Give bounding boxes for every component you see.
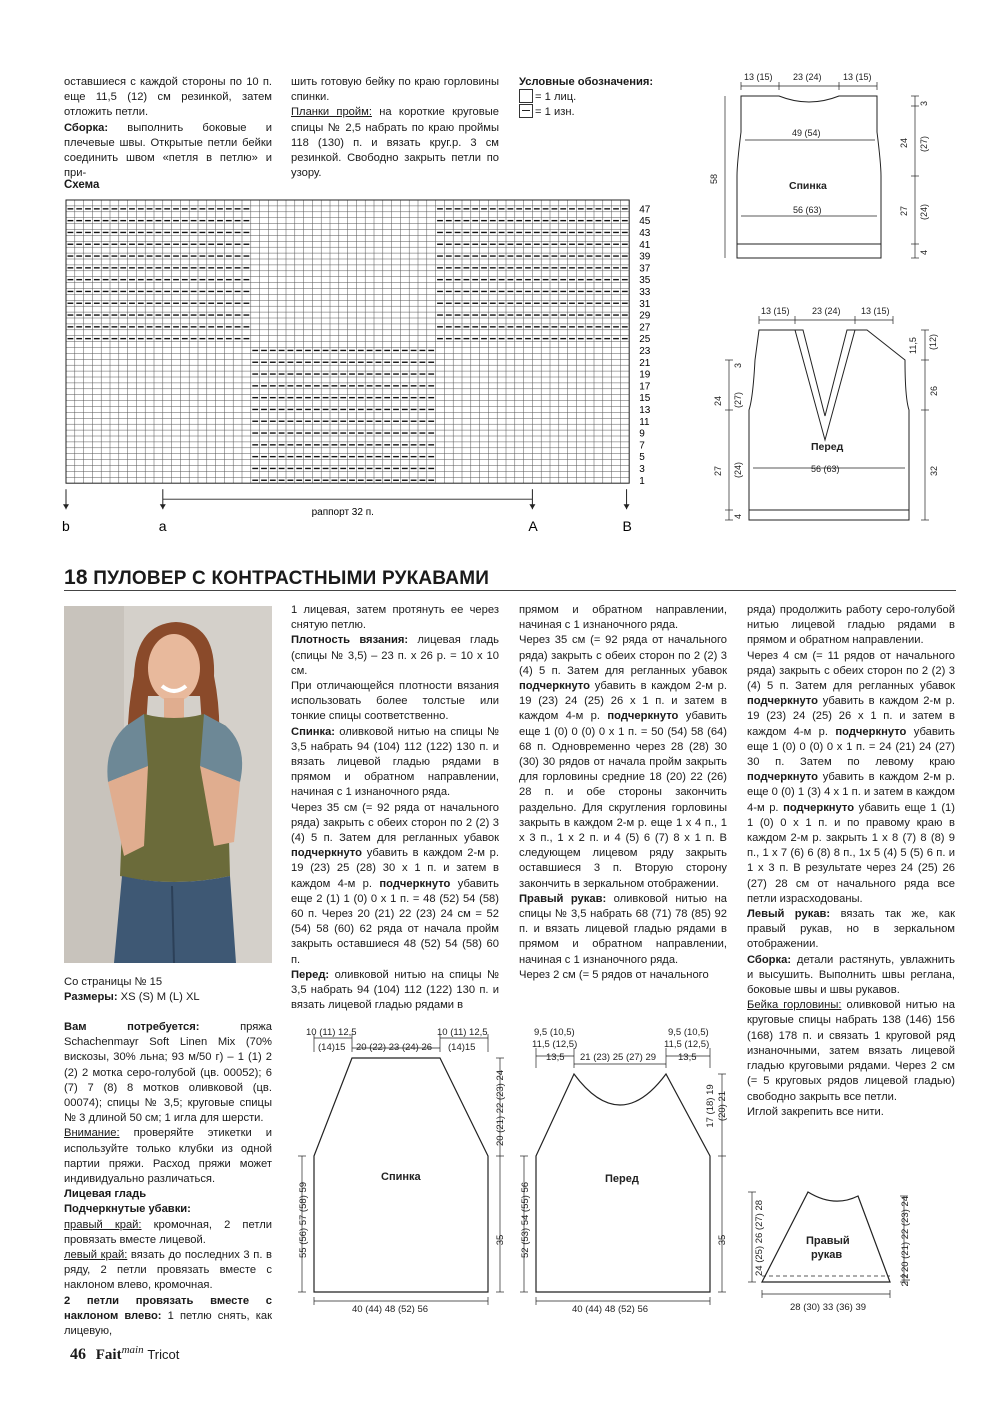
label: Внимание: bbox=[64, 1127, 120, 1140]
label: Планки пройм: bbox=[291, 106, 372, 119]
back-top-d3: 13 (15) bbox=[843, 72, 872, 82]
back-top-label: Спинка bbox=[789, 180, 827, 192]
front-top-d2: 23 (24) bbox=[812, 306, 841, 316]
section-title: ПУЛОВЕР С КОНТРАСТНЫМИ РУКАВАМИ bbox=[93, 568, 490, 589]
repeat-label: раппорт 32 п. bbox=[311, 507, 374, 519]
back-top-r4: 4 bbox=[919, 249, 929, 255]
back-top-r1: 3 bbox=[919, 100, 929, 106]
label: Вам потребуется: bbox=[64, 1021, 200, 1033]
label: Сборка: bbox=[64, 121, 109, 134]
sleeve-left: 24 (25) 26 (27) 28 bbox=[754, 1199, 765, 1277]
text: шить готовую бейку по краю горловины спинки. bbox=[291, 76, 499, 104]
arrow-label-A: A bbox=[528, 518, 538, 535]
back-bottom-t3: 20 (22) 23 (24) 26 bbox=[356, 1042, 433, 1053]
row-label: 29 bbox=[639, 310, 651, 322]
row-label: 9 bbox=[639, 428, 645, 440]
front-bottom-t1b: 11,5 (12,5) bbox=[532, 1039, 578, 1050]
front-bottom-t2: 21 (23) 25 (27) 29 bbox=[580, 1052, 657, 1063]
back-bottom-t2: (14)15 bbox=[318, 1042, 346, 1053]
label: Левый рукав: bbox=[747, 908, 831, 921]
caption-from: Со страницы № 15 bbox=[64, 976, 163, 988]
text: лицевая гладь (спицы № 3,5) – 23 п. х 26 р. = 10 х 10 см. bbox=[291, 634, 499, 677]
front-bottom-label: Перед bbox=[605, 1173, 639, 1185]
schema-title: Схема bbox=[64, 179, 100, 191]
text: оливковой нитью на спицы № 3,5 набрать 94 (104) 112 (122) 130 п. и вязать лицевой гладью рядами в bbox=[291, 968, 499, 1012]
text: вязать так же, как правый рукав, но в зеркальном отображении. bbox=[747, 908, 955, 951]
row-label: 11 bbox=[639, 416, 650, 428]
back-bottom-t5: 10 (11) 12,5 bbox=[437, 1027, 488, 1038]
photo-caption bbox=[64, 975, 274, 1005]
label: Сборка: bbox=[747, 953, 792, 966]
back-bottom-t1: 10 (11) 12,5 bbox=[306, 1027, 357, 1038]
text: кромочная, 2 петли провязать вместе лицевой. bbox=[64, 1218, 272, 1246]
row-label: 27 bbox=[639, 322, 651, 334]
arrow-head-icon bbox=[160, 504, 166, 509]
knitting-chart bbox=[60, 192, 660, 548]
sleeve-right: 20 (21) 22 (23) 24 bbox=[900, 1195, 911, 1273]
back-top-r2a: 24 bbox=[899, 137, 909, 148]
row-label: 25 bbox=[639, 334, 651, 346]
emph: подчеркнуто bbox=[379, 877, 451, 890]
text: прямом и обратном направлении, начиная с 1 изнаночного ряда. bbox=[519, 604, 727, 632]
row-label: 45 bbox=[639, 216, 651, 228]
emph: подчеркнуто bbox=[291, 847, 362, 860]
brand-main: main bbox=[121, 1344, 144, 1356]
label: Плотность вязания: bbox=[291, 634, 409, 647]
text: оставшиеся с каждой стороны по 10 п. еще 11,5 (12) см резинкой, затем отложить петли. bbox=[64, 76, 272, 119]
row-label: 39 bbox=[639, 251, 651, 263]
row-label: 35 bbox=[639, 275, 651, 287]
sleeve-right2: 2|2 bbox=[900, 1273, 911, 1287]
row-label: 15 bbox=[639, 393, 651, 405]
emph: подчеркнуто bbox=[607, 710, 679, 723]
row-label: 7 bbox=[639, 440, 645, 452]
text: проверяйте этикетки и используйте только клубки из одной партии пряжи. Расход пряжи может индивидуально различаться. bbox=[64, 1127, 272, 1186]
front-bottom-width: 40 (44) 48 (52) 56 bbox=[572, 1304, 649, 1315]
top-text-col1 bbox=[64, 75, 272, 181]
text: вязать до последних 3 п. в ряду, 2 петли провязать вместе с наклоном влево, кромочная. bbox=[64, 1249, 272, 1292]
brand-fait: Fait bbox=[95, 1347, 122, 1363]
back-top-w: 49 (54) bbox=[792, 128, 821, 138]
emph: подчеркнуто bbox=[747, 771, 818, 784]
row-label: 37 bbox=[639, 263, 651, 275]
arrow-label-a: a bbox=[158, 518, 167, 535]
section-number: 18 bbox=[64, 566, 88, 589]
back-top-r2b: (27) bbox=[919, 135, 929, 152]
front-top-r26: 26 bbox=[929, 385, 939, 396]
back-bottom-right1: 20 (21) 22 (23) 24 bbox=[495, 1069, 506, 1147]
legend bbox=[519, 75, 719, 121]
front-top-d3: 13 (15) bbox=[861, 306, 890, 316]
back-schematic-top bbox=[705, 66, 945, 276]
sleeve-width: 28 (30) 33 (36) 39 bbox=[790, 1302, 867, 1313]
front-top-l27a: 27 bbox=[713, 465, 723, 476]
text: оливковой нитью на спицы № 3,5 набрать 68 (71) 78 (85) 92 п. и вязать лицевой гладью рядами в прямом и обратном направлении, начиная с 1 изнаночного ряда. bbox=[519, 892, 727, 966]
page-footer bbox=[70, 1344, 179, 1364]
label: Спинка: bbox=[291, 725, 336, 738]
front-top-d1: 13 (15) bbox=[761, 306, 790, 316]
front-top-w: 56 (63) bbox=[811, 464, 840, 474]
front-bottom-t1c: 13,5 bbox=[546, 1052, 565, 1063]
text: на короткие круговые спицы № 2,5 набрать по краю проймы 118 (130) п. и вязать круг.р. 3 см резинкой. Свободно закрыть петли по узору. bbox=[291, 106, 499, 180]
legend-purl-text: = 1 изн. bbox=[535, 106, 575, 119]
emph: подчеркнуто bbox=[519, 680, 590, 693]
back-top-h: 58 bbox=[709, 173, 719, 184]
back-top-d2: 23 (24) bbox=[793, 72, 822, 82]
page-number: 46 bbox=[70, 1346, 86, 1363]
front-bottom-t3: 9,5 (10,5) bbox=[668, 1027, 709, 1038]
text: пряжа Schachenmayr Soft Linen Mix (70% вискозы, 30% льна; 93 м/50 г) – 1 (1) 2 (2) 2 мотка серо-голубой (цв. 00052); 6 (7) 7 (8) 8 мотков оливковой (цв. 00074); спицы № 3,5; круговые спицы № 3 длиной 50 см; 1 игла для шерсти. bbox=[64, 1021, 273, 1125]
row-label: 47 bbox=[639, 204, 651, 216]
back-bottom-width: 40 (44) 48 (52) 56 bbox=[352, 1304, 429, 1315]
text: оливковой нитью на круговые спицы набрать 138 (146) 156 (168) 178 п. и связать 1 круговой ряд изнаночными, затем вязать лицевой гладью круговыми рядами. Через 2 см (= 5 круговых рядов лицевой гладью) свободно закрыть все петли. bbox=[747, 999, 955, 1103]
text: убавить еще 1 (1) 1 (0) 0 х 1 п. и по правому краю в каждом 2-м р. закрыть 1 х 8 (7) 8 (8) 9 п., 1 х 7 (6) 6 (8) 8 п., 1х 5 (4) 5 (5) 6 п. и 1 х 3 п. В результате через 24 (25) 26 (27) 28 см от начального ряда все петли израсходованы. bbox=[747, 801, 956, 905]
caption-sizes bbox=[64, 990, 274, 1005]
back-top-w2: 56 (63) bbox=[793, 205, 822, 215]
text-col1 bbox=[64, 1020, 272, 1339]
arrow-head-icon bbox=[63, 504, 69, 509]
heading: Подчеркнутые убавки: bbox=[64, 1203, 191, 1216]
arrow-label-B: B bbox=[622, 518, 632, 535]
text: Через 4 см (= 11 рядов от начального ряда) закрыть с обеих сторон по 2 (2) 3 (4) 5 п. Затем для регланных убавок bbox=[747, 649, 955, 693]
front-top-l24b: (27) bbox=[733, 391, 743, 408]
legend-title: Условные обозначения: bbox=[519, 76, 654, 88]
label: Правый рукав: bbox=[519, 892, 607, 905]
front-bottom-left: 52 (53) 54 (55) 56 bbox=[520, 1181, 531, 1259]
front-top-l3: 3 bbox=[733, 362, 743, 368]
text: убавить еще 1 (0) 0 (0) 0 х 1 п. = 24 (21) 24 (27) 30 п. Затем по левому краю bbox=[747, 725, 955, 769]
text: 1 лицевая, затем протянуть ее через снятую петлю. bbox=[291, 604, 499, 632]
sleeve-schematic bbox=[744, 1178, 914, 1318]
back-top-r3b: (24) bbox=[919, 203, 929, 220]
photo-illustration bbox=[64, 606, 272, 963]
text: При отличающейся плотности вязания использовать более толстые или тонкие спицы соответственно. bbox=[291, 680, 499, 723]
text: убавить еще 2 (1) 1 (0) 0 х 1 п. = 48 (52) 54 (58) 60 п. Через 20 (21) 22 (23) 24 см = 52 (54) 58 (60) 62 ряда от начала пройм закрыть оставшиеся 48 (52) 54 (58) 60 п. bbox=[291, 877, 499, 966]
row-label: 21 bbox=[639, 357, 651, 369]
text: Через 35 см (= 92 ряда от начального ряда) закрыть с обеих сторон по 2 (2) 3 (4) 5 п. Затем для регланных убавок bbox=[291, 801, 499, 845]
row-label: 31 bbox=[639, 298, 651, 310]
front-bottom-t3b: 11,5 (12,5) bbox=[664, 1039, 710, 1050]
text: оливковой нитью на спицы № 3,5 набрать 94 (104) 112 (122) 130 п. и вязать лицевой гладью рядами в прямом и обратном направлении, начиная с 1 изнаночного ряда. bbox=[291, 725, 499, 799]
text: убавить в каждом 2-м р. 19 (23) 25 (28) 30 х 1 п. и затем в каждом 4-м р. bbox=[291, 847, 499, 890]
text-col2 bbox=[291, 603, 499, 1013]
back-bottom-right2: 35 bbox=[495, 1234, 506, 1246]
label: Перед: bbox=[291, 968, 330, 981]
text-col4 bbox=[747, 603, 955, 1120]
emph: подчеркнуто bbox=[835, 725, 907, 738]
row-label: 23 bbox=[639, 345, 651, 357]
back-schematic-bottom bbox=[292, 1018, 514, 1318]
text: Через 2 см (= 5 рядов от начального bbox=[519, 968, 709, 981]
text: убавить еще 1 (0) 0 (0) 0 х 1 п. = 50 (54) 58 (64) 68 п. Одновременно через 28 (28) 30 (30) 30 рядов от начала пройм закрыть для горловины средние 18 (20) 22 (26) 28 п. и обе стороны закончить раздельно. Для скругления горловины закрыть в каждом 2-м р. еще 1 х 4 п., 1 х 3 п., 1 х 2 п. и 4 (5) 6 (7) 8 х 1 п. В следующем лицевом ряду закрыть оставшиеся 3 п. Вторую сторону закончить в зеркальном отображении. bbox=[519, 710, 727, 890]
legend-knit-text: = 1 лиц. bbox=[535, 91, 577, 104]
front-top-l24a: 24 bbox=[713, 395, 723, 406]
heading: Лицевая гладь bbox=[64, 1188, 147, 1201]
sizes-value: XS (S) M (L) XL bbox=[117, 991, 200, 1004]
legend-purl bbox=[519, 105, 719, 120]
row-label: 33 bbox=[639, 286, 651, 298]
knit-symbol-icon bbox=[519, 89, 533, 103]
section-divider bbox=[64, 590, 956, 591]
row-label: 13 bbox=[639, 404, 651, 416]
label: левый край: bbox=[64, 1249, 128, 1262]
row-label: 3 bbox=[639, 463, 645, 475]
front-top-l27b: (24) bbox=[733, 461, 743, 478]
text: убавить в каждом 2-м р. 19 (23) 24 (25) 26 х 1 п. и затем в каждом 4-м р. bbox=[519, 680, 727, 723]
text: Иглой закрепить все нити. bbox=[747, 1105, 884, 1118]
back-top-d1: 13 (15) bbox=[744, 72, 773, 82]
sleeve-label2: рукав bbox=[811, 1249, 843, 1261]
front-bottom-t3c: 13,5 bbox=[678, 1052, 697, 1063]
back-top-r3a: 27 bbox=[899, 205, 909, 216]
row-label: 19 bbox=[639, 369, 651, 381]
row-label: 5 bbox=[639, 452, 645, 464]
front-top-n1: 11,5 bbox=[908, 337, 918, 354]
front-bottom-t1: 9,5 (10,5) bbox=[534, 1027, 575, 1038]
text: ряда) продолжить работу серо-голубой нитью лицевой гладью рядами в прямом и обратном направлении. bbox=[747, 604, 955, 647]
text: детали растянуть, увлажнить и высушить. Выполнить швы реглана, боковые швы и швы рукавов. bbox=[747, 953, 955, 997]
front-schematic-bottom bbox=[514, 1018, 738, 1318]
front-schematic-top bbox=[705, 298, 945, 528]
front-bottom-right2: 35 bbox=[717, 1234, 728, 1246]
text: убавить в каждом 2-м р. еще 0 (0) 1 (3) 4 х 1 п. и затем в каждом 4-м р. bbox=[747, 771, 955, 814]
text-col3 bbox=[519, 603, 727, 983]
row-label: 41 bbox=[639, 239, 651, 251]
front-top-label: Перед bbox=[811, 441, 844, 453]
legend-knit bbox=[519, 90, 719, 105]
section-header bbox=[64, 566, 489, 590]
row-label: 1 bbox=[639, 475, 645, 487]
row-label: 43 bbox=[639, 227, 651, 239]
arrow-head-icon bbox=[529, 504, 535, 509]
front-bottom-right1: 17 (18) 19 bbox=[705, 1084, 716, 1128]
arrow-head-icon bbox=[624, 504, 630, 509]
purl-symbol-icon bbox=[519, 104, 533, 118]
label: Бейка горловины: bbox=[747, 999, 842, 1012]
brand-tricot: Tricot bbox=[147, 1347, 180, 1362]
top-text-col2 bbox=[291, 75, 499, 181]
model-photo bbox=[64, 606, 272, 963]
front-bottom-right1b: (20) 21 bbox=[717, 1090, 728, 1122]
text: Через 35 см (= 92 ряда от начального ряда) закрыть с обеих сторон по 2 (2) 3 (4) 5 п. Затем для регланных убавок bbox=[519, 634, 727, 677]
arrow-label-b: b bbox=[62, 518, 70, 535]
text: 1 петлю снять, как лицевую, bbox=[64, 1309, 272, 1338]
sizes-label: Размеры: bbox=[64, 991, 118, 1004]
back-bottom-label: Спинка bbox=[381, 1171, 421, 1183]
front-top-n2: (12) bbox=[928, 333, 938, 350]
brand-logo bbox=[90, 1344, 148, 1363]
text: убавить в каждом 2-м р. 19 (23) 24 (25) 26 х 1 п. и затем в каждом 4-м р. bbox=[747, 695, 955, 738]
front-top-r32: 32 bbox=[929, 465, 939, 476]
emph: подчеркнуто bbox=[747, 695, 818, 708]
row-label: 17 bbox=[639, 381, 651, 393]
label: правый край: bbox=[64, 1218, 142, 1231]
emph: подчеркнуто bbox=[783, 801, 855, 814]
text: выполнить боковые и плечевые швы. Открытые петли бейки соединить швом «петля в петлю» и при- bbox=[64, 121, 272, 180]
back-bottom-t4: (14)15 bbox=[448, 1042, 476, 1053]
label: 2 петли провязать вместе с наклоном влево: bbox=[64, 1294, 272, 1322]
front-top-l4: 4 bbox=[733, 513, 743, 519]
back-bottom-left: 55 (56) 57 (58) 59 bbox=[298, 1181, 309, 1259]
sleeve-label: Правый bbox=[806, 1235, 850, 1247]
